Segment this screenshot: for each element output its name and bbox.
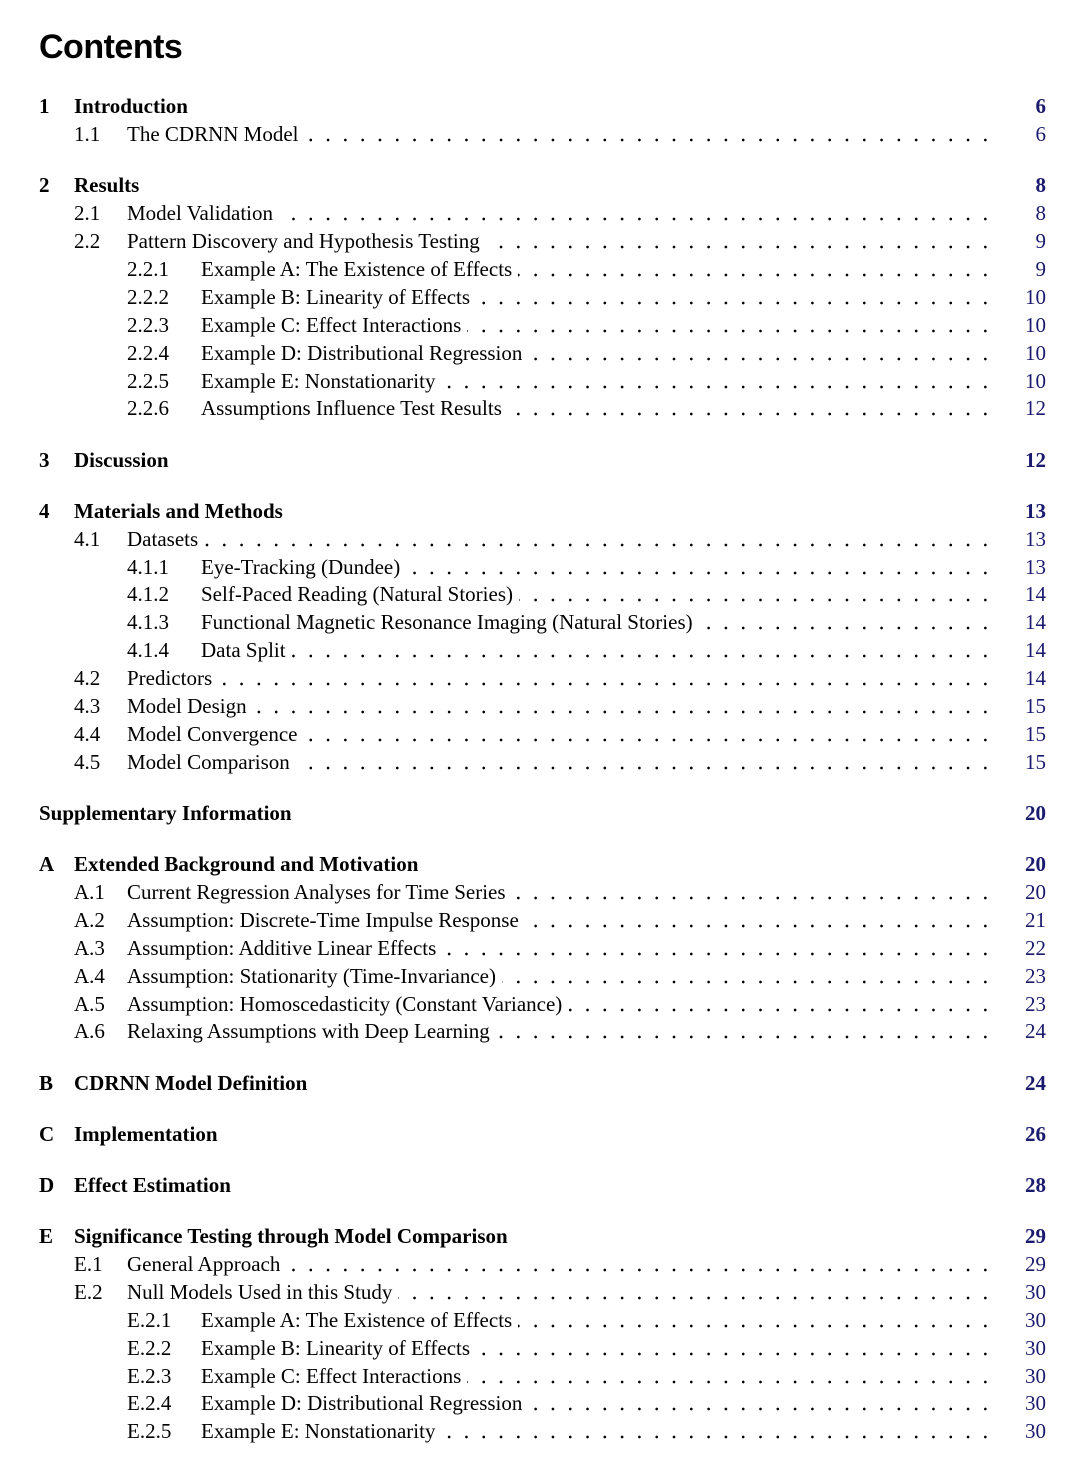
toc-entry[interactable]: [0, 1120, 1080, 1148]
toc-entry-page-link[interactable]: 22: [1025, 936, 1046, 960]
toc-entry-page-link[interactable]: 14: [1025, 582, 1046, 606]
toc-entry-page-link[interactable]: 30: [1025, 1391, 1046, 1415]
toc-entry-number: 4.1.3: [127, 610, 169, 634]
toc-entry[interactable]: [0, 120, 1080, 148]
dot-leader: [286, 1250, 994, 1278]
toc-entry-title[interactable]: Model Validation: [127, 199, 277, 227]
toc-entry[interactable]: [0, 1334, 1080, 1362]
toc-entry-number: C: [39, 1122, 55, 1146]
toc-entry-number: A.2: [74, 908, 105, 932]
toc-entry-page-link[interactable]: 10: [1025, 313, 1046, 337]
toc-entry-page-link[interactable]: 13: [1025, 499, 1046, 523]
toc-entry-title[interactable]: Introduction: [74, 92, 192, 120]
toc-entry-number: 1: [39, 94, 50, 118]
toc-entry-number: 2.1: [74, 201, 101, 225]
toc-entry-page-link[interactable]: 15: [1025, 694, 1046, 718]
toc-entry[interactable]: [0, 227, 1080, 255]
toc-entry[interactable]: [0, 1069, 1080, 1097]
toc-entry[interactable]: [0, 990, 1080, 1018]
toc-entry[interactable]: [0, 1017, 1080, 1045]
toc-entry[interactable]: [0, 720, 1080, 748]
dot-leader: [253, 692, 994, 720]
toc-entry-page-link[interactable]: 28: [1025, 1173, 1046, 1197]
toc-entry-title[interactable]: Implementation: [74, 1120, 222, 1148]
toc-entry[interactable]: [0, 608, 1080, 636]
dot-leader: [303, 720, 994, 748]
toc-entry-number: 1.1: [74, 122, 101, 146]
toc-entry-title[interactable]: Materials and Methods: [74, 497, 287, 525]
toc-entry-page-link[interactable]: 30: [1025, 1308, 1046, 1332]
toc-entry[interactable]: [0, 799, 1080, 827]
toc-entry-title[interactable]: Example D: Distributional Regression: [201, 339, 526, 367]
toc-entry[interactable]: [0, 283, 1080, 311]
dot-leader: [442, 934, 994, 962]
toc-entry-title[interactable]: Assumptions Influence Test Results: [201, 394, 506, 422]
toc-entry-title[interactable]: Model Comparison: [127, 748, 294, 776]
toc-entry-title[interactable]: General Approach: [127, 1250, 284, 1278]
dot-leader: [518, 1306, 994, 1334]
dot-leader: [467, 311, 994, 339]
toc-entry-page-link[interactable]: 26: [1025, 1122, 1046, 1146]
toc-entry[interactable]: [0, 878, 1080, 906]
toc-entry[interactable]: [0, 850, 1080, 878]
toc-entry-page-link[interactable]: 20: [1025, 801, 1046, 825]
dot-leader: [502, 962, 994, 990]
toc-entry-title[interactable]: Example B: Linearity of Effects: [201, 283, 474, 311]
toc-entry-page-link[interactable]: 9: [1035, 229, 1046, 253]
toc-entry-title[interactable]: Example C: Effect Interactions: [201, 1362, 465, 1390]
toc-entry-page-link[interactable]: 14: [1025, 666, 1046, 690]
toc-entry-title[interactable]: Example B: Linearity of Effects: [201, 1334, 474, 1362]
toc-entry-number: E.1: [74, 1252, 103, 1276]
toc-entry[interactable]: [0, 692, 1080, 720]
toc-entry-number: 2: [39, 173, 50, 197]
dot-leader: [512, 878, 994, 906]
toc-entry-number: 2.2.1: [127, 257, 169, 281]
dot-leader: [528, 1389, 994, 1417]
toc-entry-page-link[interactable]: 10: [1025, 369, 1046, 393]
toc-entry-title[interactable]: Assumption: Discrete-Time Impulse Response: [127, 906, 523, 934]
toc-entry[interactable]: [0, 962, 1080, 990]
toc-entry-number: E.2: [74, 1280, 103, 1304]
toc-entry-number: B: [39, 1071, 54, 1095]
toc-entry-title[interactable]: The CDRNN Model: [127, 120, 303, 148]
toc-entry-page-link[interactable]: 20: [1025, 852, 1046, 876]
toc-entry[interactable]: [0, 1306, 1080, 1334]
toc-entry[interactable]: [0, 311, 1080, 339]
toc-entry[interactable]: [0, 664, 1080, 692]
toc-entry-title[interactable]: Eye-Tracking (Dundee): [201, 553, 404, 581]
toc-entry-number: 2.2.3: [127, 313, 169, 337]
toc-entry-number: 4: [39, 499, 50, 523]
toc-entry-page-link[interactable]: 10: [1025, 285, 1046, 309]
toc-entry-title[interactable]: Pattern Discovery and Hypothesis Testing: [127, 227, 484, 255]
toc-entry-title[interactable]: Assumption: Stationarity (Time-Invariance): [127, 962, 500, 990]
toc-entry-title[interactable]: Null Models Used in this Study: [127, 1278, 396, 1306]
toc-entry[interactable]: [0, 367, 1080, 395]
toc-entry-page-link[interactable]: 21: [1025, 908, 1046, 932]
toc-entry[interactable]: [0, 906, 1080, 934]
toc-entry-number: 4.3: [74, 694, 101, 718]
toc-entry[interactable]: [0, 1417, 1080, 1445]
toc-entry-number: 2.2.4: [127, 341, 169, 365]
toc-entry-number: 2.2.5: [127, 369, 169, 393]
toc-entry-page-link[interactable]: 29: [1025, 1252, 1046, 1276]
dot-leader: [296, 748, 994, 776]
toc-entry[interactable]: [0, 1250, 1080, 1278]
toc-entry-title[interactable]: CDRNN Model Definition: [74, 1069, 311, 1097]
toc-entry-number: A.5: [74, 992, 105, 1016]
toc-entry-page-link[interactable]: 8: [1035, 173, 1046, 197]
dot-leader: [441, 1417, 994, 1445]
toc-entry-page-link[interactable]: 30: [1025, 1419, 1046, 1443]
toc-entry-page-link[interactable]: 30: [1025, 1280, 1046, 1304]
toc-entry-number: E.2.4: [127, 1391, 172, 1415]
dot-leader: [519, 580, 994, 608]
toc-entry[interactable]: [0, 394, 1080, 422]
toc-entry-number: 2.2: [74, 229, 101, 253]
toc-entry[interactable]: [0, 339, 1080, 367]
toc-entry-page-link[interactable]: 15: [1025, 722, 1046, 746]
toc-entry-title[interactable]: Supplementary Information: [39, 799, 296, 827]
toc-entry-title[interactable]: Example A: The Existence of Effects: [201, 255, 516, 283]
toc-entry-title[interactable]: Model Convergence: [127, 720, 301, 748]
toc-entry[interactable]: [0, 497, 1080, 525]
toc-entry-title[interactable]: Datasets: [127, 525, 202, 553]
toc-entry-title[interactable]: Data Split: [201, 636, 290, 664]
toc-entry-number: 4.5: [74, 750, 101, 774]
toc-entry-title[interactable]: Example E: Nonstationarity: [201, 1417, 439, 1445]
toc-entry-title[interactable]: Current Regression Analyses for Time Series: [127, 878, 510, 906]
toc-entry-number: E.2.3: [127, 1364, 172, 1388]
toc-entry-title[interactable]: Example C: Effect Interactions: [201, 311, 465, 339]
dot-leader: [279, 199, 994, 227]
dot-leader: [476, 283, 994, 311]
toc-entry-page-link[interactable]: 13: [1025, 555, 1046, 579]
toc-entry-page-link[interactable]: 29: [1025, 1224, 1046, 1248]
toc-entry-number: E.2.5: [127, 1419, 172, 1443]
toc-entry-page-link[interactable]: 6: [1035, 94, 1046, 118]
dot-leader: [406, 553, 994, 581]
toc-entry-page-link[interactable]: 8: [1035, 201, 1046, 225]
toc-entry-page-link[interactable]: 12: [1025, 396, 1046, 420]
toc-entry[interactable]: [0, 1389, 1080, 1417]
dot-leader: [525, 906, 994, 934]
toc-entry-number: E: [39, 1224, 54, 1248]
dot-leader: [398, 1278, 994, 1306]
toc-entry-number: 4.4: [74, 722, 101, 746]
toc-entry[interactable]: [0, 580, 1080, 608]
toc-entry-page-link[interactable]: 30: [1025, 1336, 1046, 1360]
dot-leader: [486, 227, 994, 255]
toc-entry-title[interactable]: Assumption: Homoscedasticity (Constant Variance): [127, 990, 566, 1018]
toc-entry-page-link[interactable]: 10: [1025, 341, 1046, 365]
dot-leader: [496, 1017, 994, 1045]
toc-entry[interactable]: [0, 934, 1080, 962]
toc-entry-page-link[interactable]: 30: [1025, 1364, 1046, 1388]
toc-entry[interactable]: [0, 171, 1080, 199]
dot-leader: [305, 120, 994, 148]
toc-entry-title[interactable]: Significance Testing through Model Comparison: [74, 1222, 512, 1250]
toc-entry-page-link[interactable]: 23: [1025, 992, 1046, 1016]
toc-entry-title[interactable]: Results: [74, 171, 143, 199]
toc-entry-page-link[interactable]: 24: [1025, 1019, 1046, 1043]
dot-leader: [508, 394, 994, 422]
toc-entry-title[interactable]: Assumption: Additive Linear Effects: [127, 934, 440, 962]
toc-entry-page-link[interactable]: 14: [1025, 638, 1046, 662]
toc-entry-title[interactable]: Example D: Distributional Regression: [201, 1389, 526, 1417]
toc-entry-number: 4.2: [74, 666, 101, 690]
toc-entry-number: E.2.2: [127, 1336, 172, 1360]
toc-entry-number: A: [39, 852, 55, 876]
dot-leader: [292, 636, 994, 664]
toc-entry-title[interactable]: Extended Background and Motivation: [74, 850, 422, 878]
toc-entry-number: E.2.1: [127, 1308, 172, 1332]
toc-entry[interactable]: [0, 255, 1080, 283]
toc-entry[interactable]: [0, 748, 1080, 776]
toc-entry-title[interactable]: Self-Paced Reading (Natural Stories): [201, 580, 517, 608]
toc-entry-number: A.4: [74, 964, 105, 988]
toc-entry[interactable]: [0, 553, 1080, 581]
toc-entry-number: 4.1.4: [127, 638, 169, 662]
dot-leader: [441, 367, 994, 395]
toc-entry[interactable]: [0, 446, 1080, 474]
toc-entry[interactable]: [0, 92, 1080, 120]
dot-leader: [218, 664, 994, 692]
dot-leader: [699, 608, 994, 636]
toc-entry-title[interactable]: Example A: The Existence of Effects: [201, 1306, 516, 1334]
toc-entry[interactable]: [0, 636, 1080, 664]
toc-entry-page-link[interactable]: 9: [1035, 257, 1046, 281]
toc-entry-page-link[interactable]: 6: [1035, 122, 1046, 146]
toc-entry[interactable]: [0, 1171, 1080, 1199]
toc-entry-page-link[interactable]: 23: [1025, 964, 1046, 988]
toc-entry-page-link[interactable]: 12: [1025, 448, 1046, 472]
toc-entry-page-link[interactable]: 14: [1025, 610, 1046, 634]
toc-entry-number: 2.2.6: [127, 396, 169, 420]
toc-entry-title[interactable]: Functional Magnetic Resonance Imaging (Natural Stories): [201, 608, 697, 636]
toc-entry[interactable]: [0, 1278, 1080, 1306]
toc-entry-number: 2.2.2: [127, 285, 169, 309]
toc-entry-title[interactable]: Example E: Nonstationarity: [201, 367, 439, 395]
dot-leader: [528, 339, 994, 367]
dot-leader: [467, 1362, 994, 1390]
toc-entry-number: 4.1: [74, 527, 101, 551]
toc-entry-number: D: [39, 1173, 55, 1197]
dot-leader: [204, 525, 994, 553]
toc-entry-number: 3: [39, 448, 50, 472]
toc-entry-page-link[interactable]: 13: [1025, 527, 1046, 551]
toc-entry-page-link[interactable]: 15: [1025, 750, 1046, 774]
toc-entry-title[interactable]: Predictors: [127, 664, 216, 692]
toc-entry-title[interactable]: Relaxing Assumptions with Deep Learning: [127, 1017, 494, 1045]
toc-entry-number: 4.1.2: [127, 582, 169, 606]
toc-entry-number: A.1: [74, 880, 105, 904]
toc-entry-number: A.6: [74, 1019, 105, 1043]
toc-entry-title[interactable]: Discussion: [74, 446, 173, 474]
dot-leader: [518, 255, 994, 283]
toc-entry-title[interactable]: Effect Estimation: [74, 1171, 235, 1199]
toc-entry-title[interactable]: Model Design: [127, 692, 251, 720]
toc-entry-number: 4.1.1: [127, 555, 169, 579]
toc-entry[interactable]: [0, 1222, 1080, 1250]
dot-leader: [568, 990, 994, 1018]
toc-entry[interactable]: [0, 199, 1080, 227]
toc-entry-page-link[interactable]: 24: [1025, 1071, 1046, 1095]
toc-entry-number: A.3: [74, 936, 105, 960]
toc-entry-page-link[interactable]: 20: [1025, 880, 1046, 904]
toc-entry[interactable]: [0, 1362, 1080, 1390]
page-title: Contents: [39, 28, 183, 66]
dot-leader: [476, 1334, 994, 1362]
toc-entry[interactable]: [0, 525, 1080, 553]
